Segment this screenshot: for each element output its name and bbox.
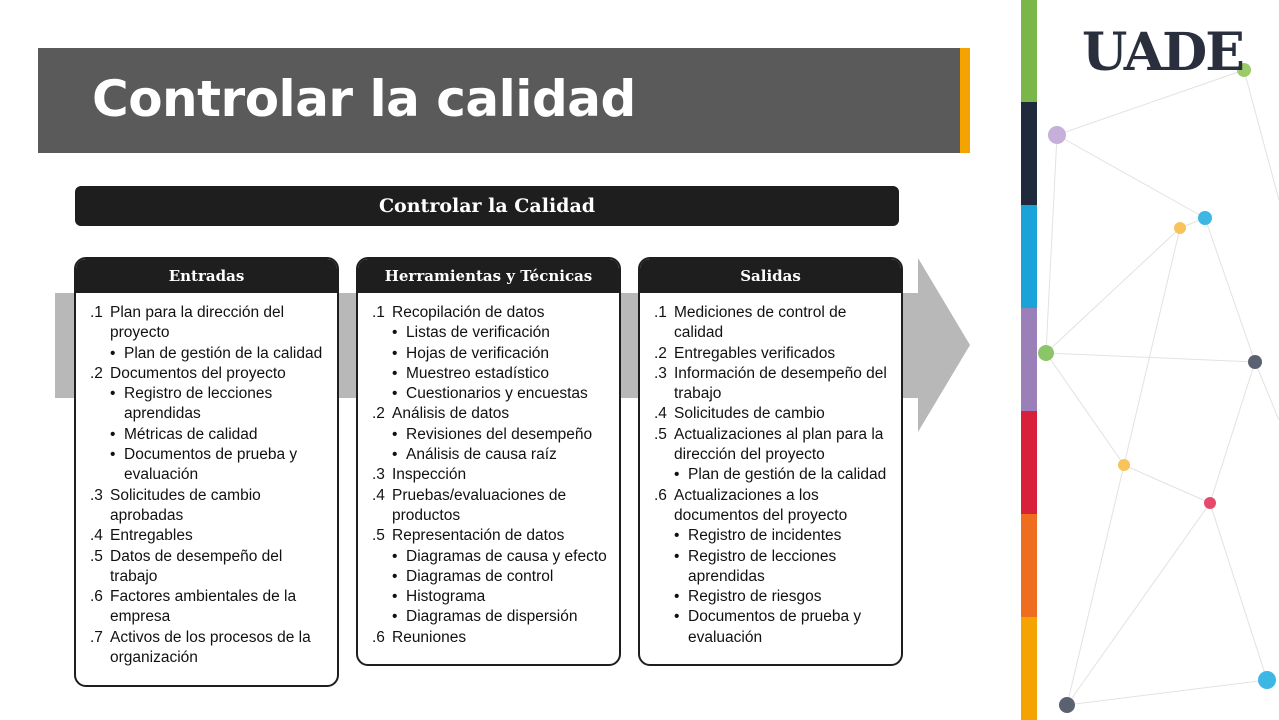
sub-item-text: Histograma (406, 588, 486, 606)
sub-item (372, 425, 611, 445)
sub-item (654, 547, 893, 588)
sub-item-text: Diagramas de causa y efecto (406, 547, 607, 565)
bullet-icon: • (392, 425, 398, 443)
tools-heading: Herramientas y Técnicas (358, 259, 619, 293)
stripe-orange (1021, 514, 1037, 617)
item-number: .3 (654, 364, 667, 382)
stripe-blue (1021, 205, 1037, 308)
list-item (90, 587, 329, 628)
item-number: .7 (90, 628, 103, 646)
item-number: .1 (90, 304, 103, 321)
item-text: Reuniones (392, 628, 467, 646)
sub-item-text: Cuestionarios y encuestas (406, 385, 588, 403)
outputs-list (640, 293, 901, 648)
bullet-icon: • (392, 588, 398, 606)
tools-list (358, 293, 619, 648)
sub-item-text: Plan de gestión de la calidad (688, 466, 887, 484)
outputs-box (638, 257, 903, 666)
list-item (372, 404, 611, 424)
list-item (654, 303, 893, 344)
sub-item-text: Análisis de causa raíz (406, 446, 557, 464)
item-number: .2 (654, 344, 667, 362)
sub-item-text: Registro de lecciones aprendidas (688, 547, 837, 585)
uade-logo: UADE (1082, 22, 1243, 83)
list-item (372, 628, 611, 648)
item-number: .1 (372, 304, 385, 321)
slide-title: Controlar la calidad (92, 70, 636, 128)
item-text: Actualizaciones a los documentos del proyecto (674, 486, 848, 524)
list-item (90, 526, 329, 546)
item-text: Entregables (110, 527, 193, 545)
inputs-heading: Entradas (76, 259, 337, 293)
bullet-icon: • (392, 344, 398, 362)
sub-item (654, 607, 893, 648)
sub-item (372, 547, 611, 567)
sub-item (654, 587, 893, 607)
item-number: .4 (90, 527, 103, 545)
item-text: Representación de datos (392, 527, 565, 545)
sub-item-text: Plan de gestión de la calidad (124, 344, 323, 362)
list-item (90, 364, 329, 384)
list-item (372, 303, 611, 323)
bullet-icon: • (392, 446, 398, 464)
item-number: .4 (372, 486, 385, 504)
item-number: .5 (372, 527, 385, 545)
bullet-icon: • (674, 547, 680, 565)
list-item (654, 486, 893, 527)
list-item (654, 364, 893, 405)
item-text: Activos de los procesos de la organización (110, 628, 311, 667)
sub-item (90, 384, 329, 425)
sub-item-text: Hojas de verificación (406, 344, 550, 362)
bullet-icon: • (110, 385, 116, 403)
item-number: .3 (372, 466, 385, 484)
list-item (654, 404, 893, 424)
bullet-icon: • (110, 425, 116, 443)
item-number: .4 (654, 405, 667, 423)
sub-item-text: Listas de verificación (406, 324, 550, 342)
sub-item-text: Diagramas de control (406, 567, 554, 585)
inputs-box (74, 257, 339, 687)
item-number: .2 (90, 364, 103, 382)
sub-item-text: Métricas de calidad (124, 425, 258, 443)
sub-item-text: Diagramas de dispersión (406, 608, 578, 626)
bullet-icon: • (392, 608, 398, 626)
item-text: Datos de desempeño del trabajo (110, 547, 283, 585)
item-text: Plan para la dirección del proyecto (110, 304, 285, 342)
bullet-icon: • (110, 446, 116, 464)
item-text: Solicitudes de cambio aprobadas (110, 486, 261, 524)
sub-item (372, 587, 611, 607)
sub-item-text: Revisiones del desempeño (406, 425, 593, 443)
network-decoration (1037, 0, 1279, 720)
item-number: .5 (654, 425, 667, 443)
bullet-icon: • (392, 385, 398, 403)
sub-item-text: Documentos de prueba y evaluación (688, 608, 862, 646)
list-item (90, 303, 329, 344)
sub-item-text: Registro de incidentes (688, 527, 842, 545)
item-text: Recopilación de datos (392, 304, 545, 321)
item-text: Entregables verificados (674, 344, 836, 362)
bullet-icon: • (110, 344, 116, 362)
item-text: Factores ambientales de la empresa (110, 588, 297, 626)
list-item (654, 425, 893, 466)
item-text: Documentos del proyecto (110, 364, 286, 382)
item-number: .1 (654, 304, 667, 321)
sub-item (90, 425, 329, 445)
bullet-icon: • (674, 588, 680, 606)
list-item (90, 628, 329, 669)
item-text: Mediciones de control de calidad (674, 304, 847, 342)
item-number: .3 (90, 486, 103, 504)
bullet-icon: • (674, 527, 680, 545)
stripe-red (1021, 411, 1037, 514)
list-item (654, 344, 893, 364)
stripe-purple (1021, 308, 1037, 411)
item-text: Análisis de datos (392, 405, 510, 423)
sub-item (372, 567, 611, 587)
sub-item (372, 344, 611, 364)
list-item (372, 486, 611, 527)
list-item (372, 526, 611, 546)
list-item (90, 486, 329, 527)
sub-item-text: Registro de riesgos (688, 588, 822, 606)
process-name-bar: Controlar la Calidad (75, 186, 899, 226)
bullet-icon: • (392, 364, 398, 382)
item-text: Solicitudes de cambio (674, 405, 825, 423)
sub-item-text: Registro de lecciones aprendidas (124, 385, 273, 423)
outputs-heading: Salidas (640, 259, 901, 293)
item-number: .2 (372, 405, 385, 423)
list-item (90, 547, 329, 588)
sub-item (372, 384, 611, 404)
sub-item (90, 445, 329, 486)
item-text: Pruebas/evaluaciones de productos (392, 486, 567, 524)
sub-item (372, 364, 611, 384)
sub-item (654, 526, 893, 546)
item-number: .6 (90, 588, 103, 606)
sub-item (372, 445, 611, 465)
stripe-green (1021, 0, 1037, 102)
sub-item-text: Documentos de prueba y evaluación (124, 446, 298, 484)
item-number: .5 (90, 547, 103, 565)
bullet-icon: • (392, 324, 398, 342)
item-text: Inspección (392, 466, 467, 484)
bullet-icon: • (392, 567, 398, 585)
item-number: .6 (654, 486, 667, 504)
bullet-icon: • (674, 608, 680, 626)
bullet-icon: • (674, 466, 680, 484)
item-text: Información de desempeño del trabajo (674, 364, 887, 403)
sub-item (654, 465, 893, 485)
stripe-yellow (1021, 617, 1037, 720)
sub-item (372, 323, 611, 343)
tools-box (356, 257, 621, 666)
item-text: Actualizaciones al plan para la dirección del proyecto (674, 425, 884, 464)
inputs-list (76, 293, 337, 668)
sub-item-text: Muestreo estadístico (406, 364, 550, 382)
sub-item (90, 344, 329, 364)
list-item (372, 465, 611, 485)
bullet-icon: • (392, 547, 398, 565)
stripe-navy (1021, 102, 1037, 205)
sub-item (372, 607, 611, 627)
item-number: .6 (372, 628, 385, 646)
